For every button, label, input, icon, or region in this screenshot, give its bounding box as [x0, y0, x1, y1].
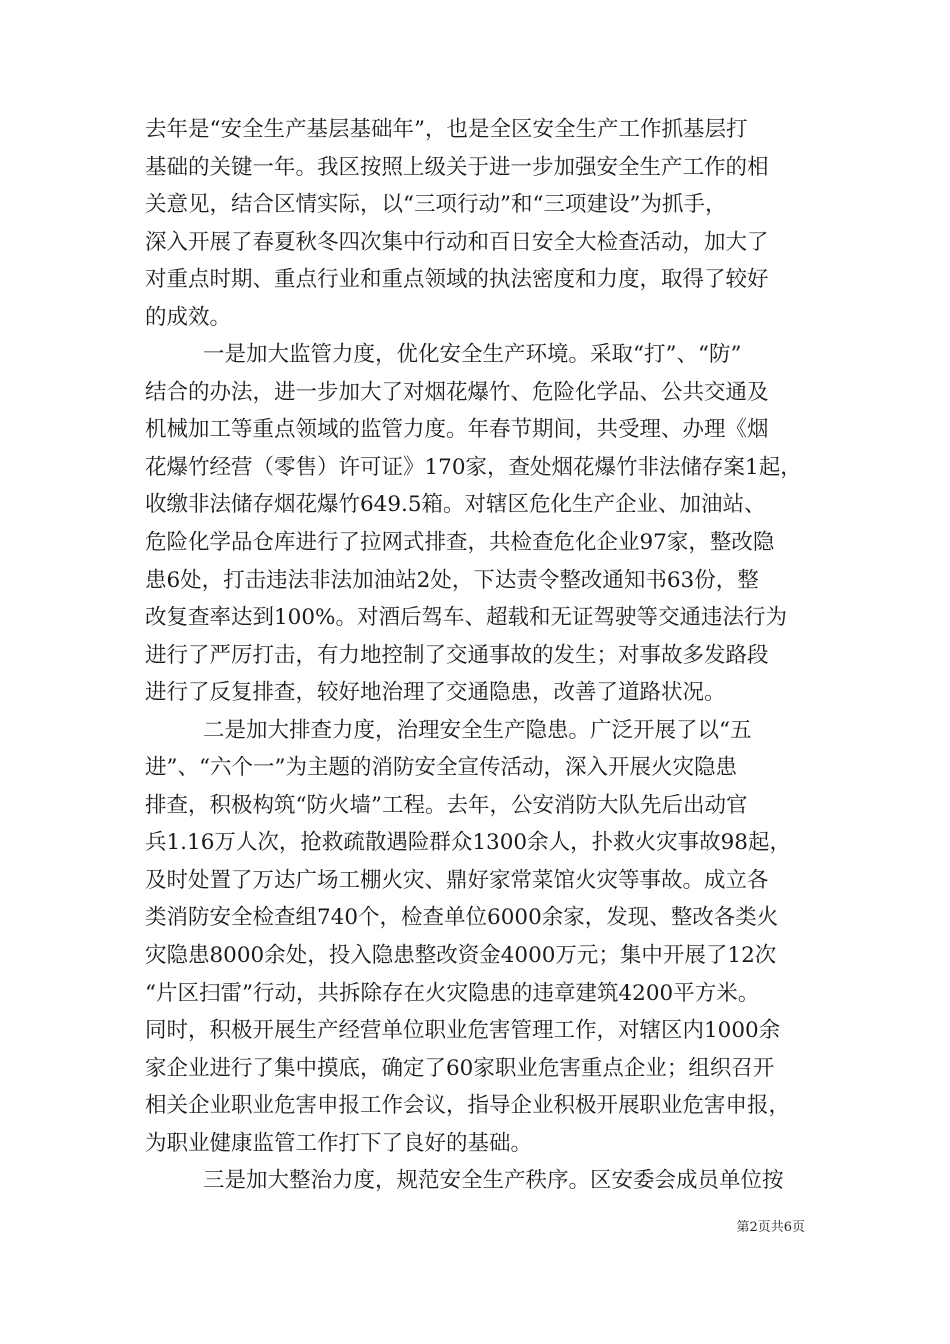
text-line: 基础的关键一年。我区按照上级关于进一步加强安全生产工作的相	[145, 154, 769, 180]
text-line: 进”、“六个一”为主题的消防安全宣传活动，深入开展火灾隐患	[145, 755, 737, 781]
text-line: 及时处置了万达广场工棚火灾、鼎好家常菜馆火灾等事故。成立各	[145, 867, 769, 893]
text-line: 相关企业职业危害申报工作会议，指导企业积极开展职业危害申报，	[145, 1093, 791, 1119]
text-line: 一是加大监管力度，优化安全生产环境。采取“打”、“防”	[203, 342, 742, 368]
text-line: 进行了严厉打击，有力地控制了交通事故的发生；对事故多发路段	[145, 642, 769, 668]
text-line: 对重点时期、重点行业和重点领域的执法密度和力度，取得了较好	[145, 267, 769, 293]
text-line: 关意见，结合区情实际，以“三项行动”和“三项建设”为抓手，	[145, 192, 727, 218]
text-line: 的成效。	[145, 304, 232, 330]
document-body	[145, 111, 815, 1200]
paragraph	[145, 111, 815, 336]
paragraph	[145, 712, 815, 1163]
text-line: 类消防安全检查组740个，检查单位6000余家，发现、整改各类火	[145, 905, 779, 931]
text-line: 家企业进行了集中摸底，确定了60家职业危害重点企业；组织召开	[145, 1055, 775, 1081]
text-line: 二是加大排查力度，治理安全生产隐患。广泛开展了以“五	[203, 717, 752, 743]
page-number: 第2页共6页	[736, 1220, 805, 1235]
text-line: 危险化学品仓库进行了拉网式排查，共检查危化企业97家，整改隐	[145, 530, 775, 556]
text-line: 机械加工等重点领域的监管力度。年春节期间，共受理、办理《烟	[145, 417, 769, 443]
text-line: 改复查率达到100%。对酒后驾车、超载和无证驾驶等交通违法行为	[145, 605, 787, 631]
text-line: 同时，积极开展生产经营单位职业危害管理工作，对辖区内1000余	[145, 1018, 781, 1044]
text-line: 排查，积极构筑“防火墙”工程。去年，公安消防大队先后出动官	[145, 792, 748, 818]
text-line: 三是加大整治力度，规范安全生产秩序。区安委会成员单位按	[203, 1168, 784, 1194]
text-line: 花爆竹经营（零售）许可证》170家，查处烟花爆竹非法储存案1起，	[145, 454, 802, 480]
paragraph	[145, 336, 815, 711]
text-line: 灾隐患8000余处，投入隐患整改资金4000万元；集中开展了12次	[145, 943, 777, 969]
text-line: 进行了反复排查，较好地治理了交通隐患，改善了道路状况。	[145, 680, 726, 706]
text-line: 结合的办法，进一步加大了对烟花爆竹、危险化学品、公共交通及	[145, 379, 769, 405]
text-line: “片区扫雷”行动，共拆除存在火灾隐患的违章建筑4200平方米。	[145, 980, 760, 1006]
text-line: 患6处，打击违法非法加油站2处，下达责令整改通知书63份，整	[145, 567, 759, 593]
paragraph	[145, 1162, 815, 1200]
text-line: 兵1.16万人次，抢救疏散遇险群众1300余人，扑救火灾事故98起，	[145, 830, 791, 856]
text-line: 收缴非法储存烟花爆竹649.5箱。对辖区危化生产企业、加油站、	[145, 492, 766, 518]
text-line: 深入开展了春夏秋冬四次集中行动和百日安全大检查活动，加大了	[145, 229, 769, 255]
text-line: 为职业健康监管工作打下了良好的基础。	[145, 1130, 533, 1156]
text-line: 去年是“安全生产基层基础年”，也是全区安全生产工作抓基层打	[145, 117, 748, 142]
